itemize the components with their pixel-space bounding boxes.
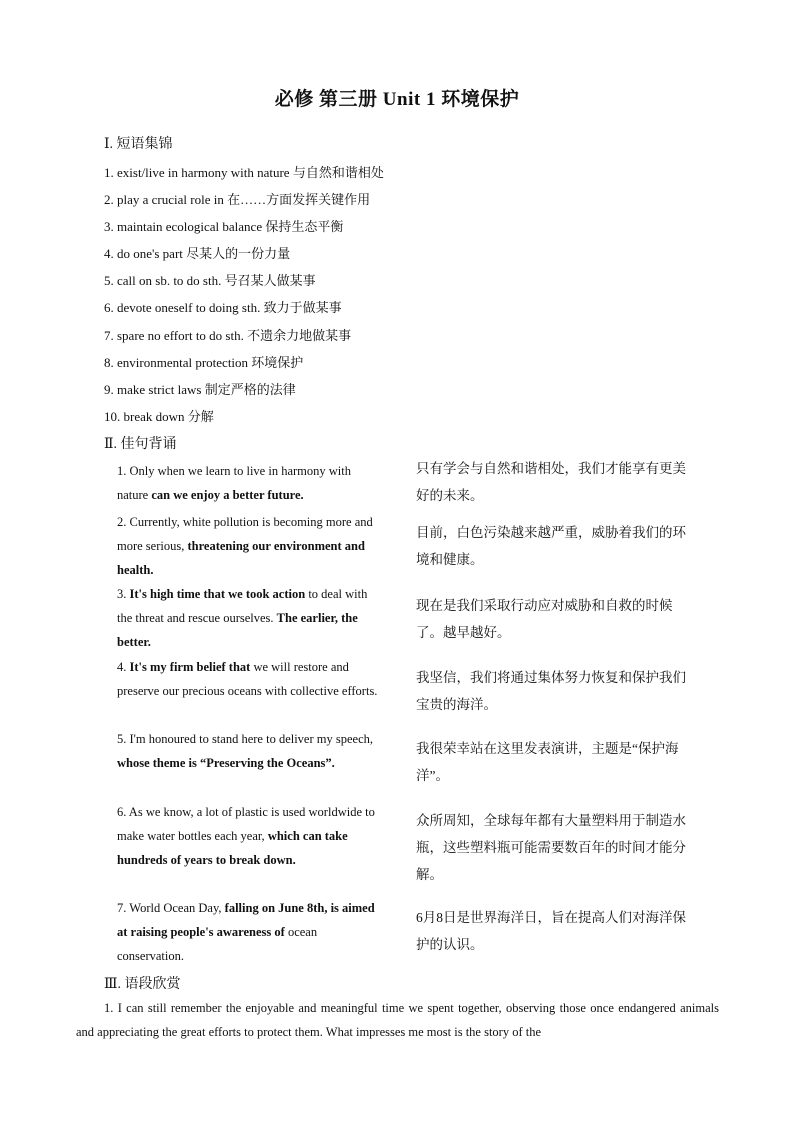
sentence-chinese: 我坚信，我们将通过集体努力恢复和保护我们宝贵的海洋。 [416,670,686,712]
sentence-english: 4. It's my firm belief that we will restore and preserve our precious oceans with collective efforts. [117,660,378,698]
phrase-item: 10. break down 分解 [104,409,214,424]
sentence-english: 1. Only when we learn to live in harmony with nature can we enjoy a better future. [117,464,351,502]
sentence-chinese: 我很荣幸站在这里发表演讲，主题是“保护海洋”。 [416,741,679,783]
phrase-item: 8. environmental protection 环境保护 [104,355,304,370]
sentence-chinese: 现在是我们采取行动应对威胁和自救的时候了。越早越好。 [416,598,673,640]
phrase-item: 7. spare no effort to do sth. 不遗余力地做某事 [104,328,352,343]
page-title: 必修 第三册 Unit 1 环境保护 [274,89,520,110]
sentence-english: 5. I'm honoured to stand here to deliver my speech, whose theme is “Preserving the Oceans”. [117,732,373,770]
phrase-item: 6. devote oneself to doing sth. 致力于做某事 [104,300,342,315]
phrase-item: 4. do one's part 尽某人的一份力量 [104,246,291,261]
sentence-chinese: 目前，白色污染越来越严重，威胁着我们的环境和健康。 [416,525,686,567]
phrase-item: 1. exist/live in harmony with nature 与自然和谐相处 [104,165,384,180]
sentence-chinese: 6月8日是世界海洋日，旨在提高人们对海洋保护的认识。 [416,910,686,952]
phrase-item: 5. call on sb. to do sth. 号召某人做某事 [104,273,316,288]
sentence-english: 2. Currently, white pollution is becoming more and more serious, threatening our environment and health. [117,515,373,577]
sentence-chinese: 只有学会与自然和谐相处，我们才能享有更美好的未来。 [416,461,686,503]
phrase-item: 2. play a crucial role in 在……方面发挥关键作用 [104,192,371,207]
sentence-english: 6. As we know, a lot of plastic is used worldwide to make water bottles each year, which can take hundreds of years to break down. [117,805,375,867]
phrase-item: 3. maintain ecological balance 保持生态平衡 [104,219,344,234]
passage-paragraph: 1. I can still remember the enjoyable and meaningful time we spent together, observing those once endangered animals and appreciating the great efforts to protect them. What impresses me most is the story of the [76,1001,719,1039]
section-heading-passage: Ⅲ. 语段欣赏 [104,977,181,992]
sentence-chinese: 众所周知，全球每年都有大量塑料用于制造水瓶，这些塑料瓶可能需要数百年的时间才能分解。 [416,813,686,882]
section-heading-phrases: Ⅰ. 短语集锦 [104,137,173,152]
section-heading-sentences: Ⅱ. 佳句背诵 [104,437,177,452]
sentence-english: 7. World Ocean Day, falling on June 8th, is aimed at raising people's awareness of ocean conservation. [117,901,375,963]
sentence-english: 3. It's high time that we took action to deal with the threat and rescue ourselves. The earlier, the better. [117,587,368,649]
phrase-item: 9. make strict laws 制定严格的法律 [104,382,296,397]
